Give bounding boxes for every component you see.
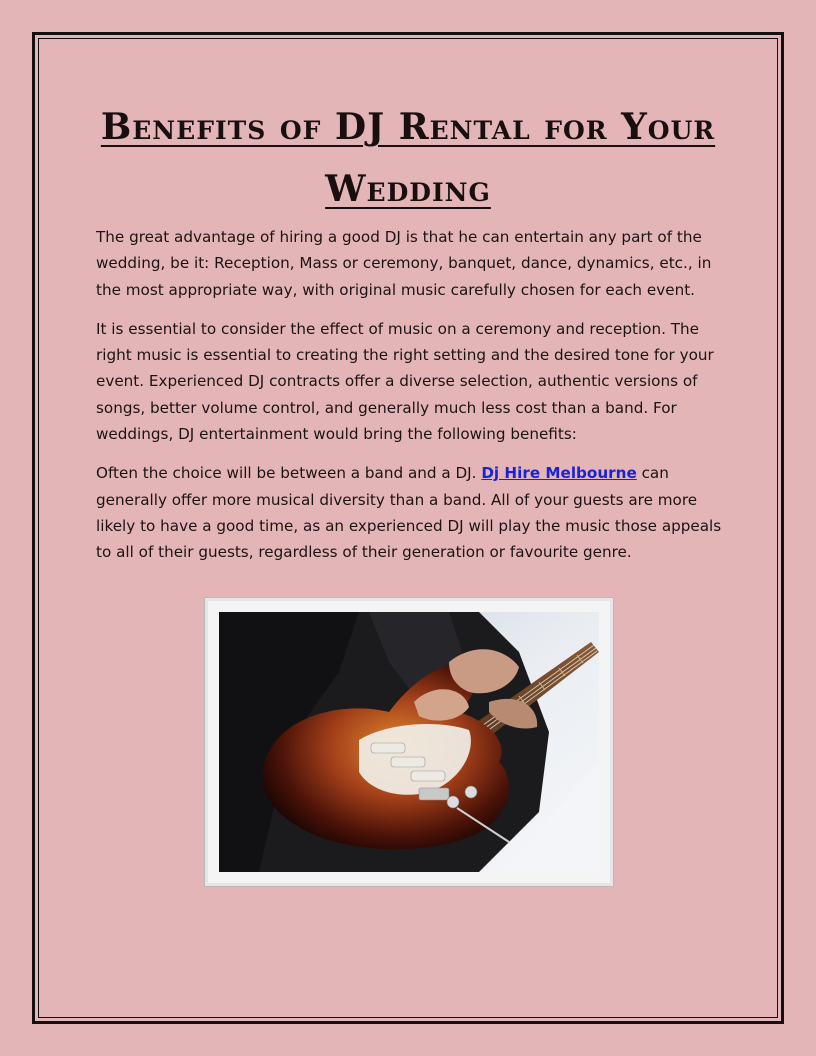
paragraph-1: The great advantage of hiring a good DJ is that he can entertain any part of the wedding, be it: Reception, Mass or ceremony, banquet, dance, dynamics, etc., in the most appropriate way, with original music carefully chosen for each event. [96,228,712,299]
document-title-text: Benefits of DJ Rental for Your Wedding [100,106,716,210]
guitar-photo [219,612,599,872]
document-body [96,224,726,579]
paragraph-3-start: Often the choice will be between a band and a DJ. [96,464,482,483]
guitar-photo-illustration [219,612,599,872]
photo-frame [204,597,614,887]
paragraph-3-end: can generally offer more musical diversity than a band. All of your guests are more likely to have a good time, as an experienced DJ will play the music those appeals to all of their guests, regardless of their generation or favourite genre. [96,464,722,562]
paragraph-3 [96,460,726,565]
document-title [60,96,756,220]
dj-hire-melbourne-link[interactable]: Dj Hire Melbourne [481,464,637,483]
paragraph-2: It is essential to consider the effect of music on a ceremony and reception. The right music is essential to creating the right setting and the desired tone for your event. Experienced DJ contracts offer a diverse selection, authentic versions of songs, better volume control, and generally much less cost than a band. For weddings, DJ entertainment would bring the following benefits: [96,319,714,444]
